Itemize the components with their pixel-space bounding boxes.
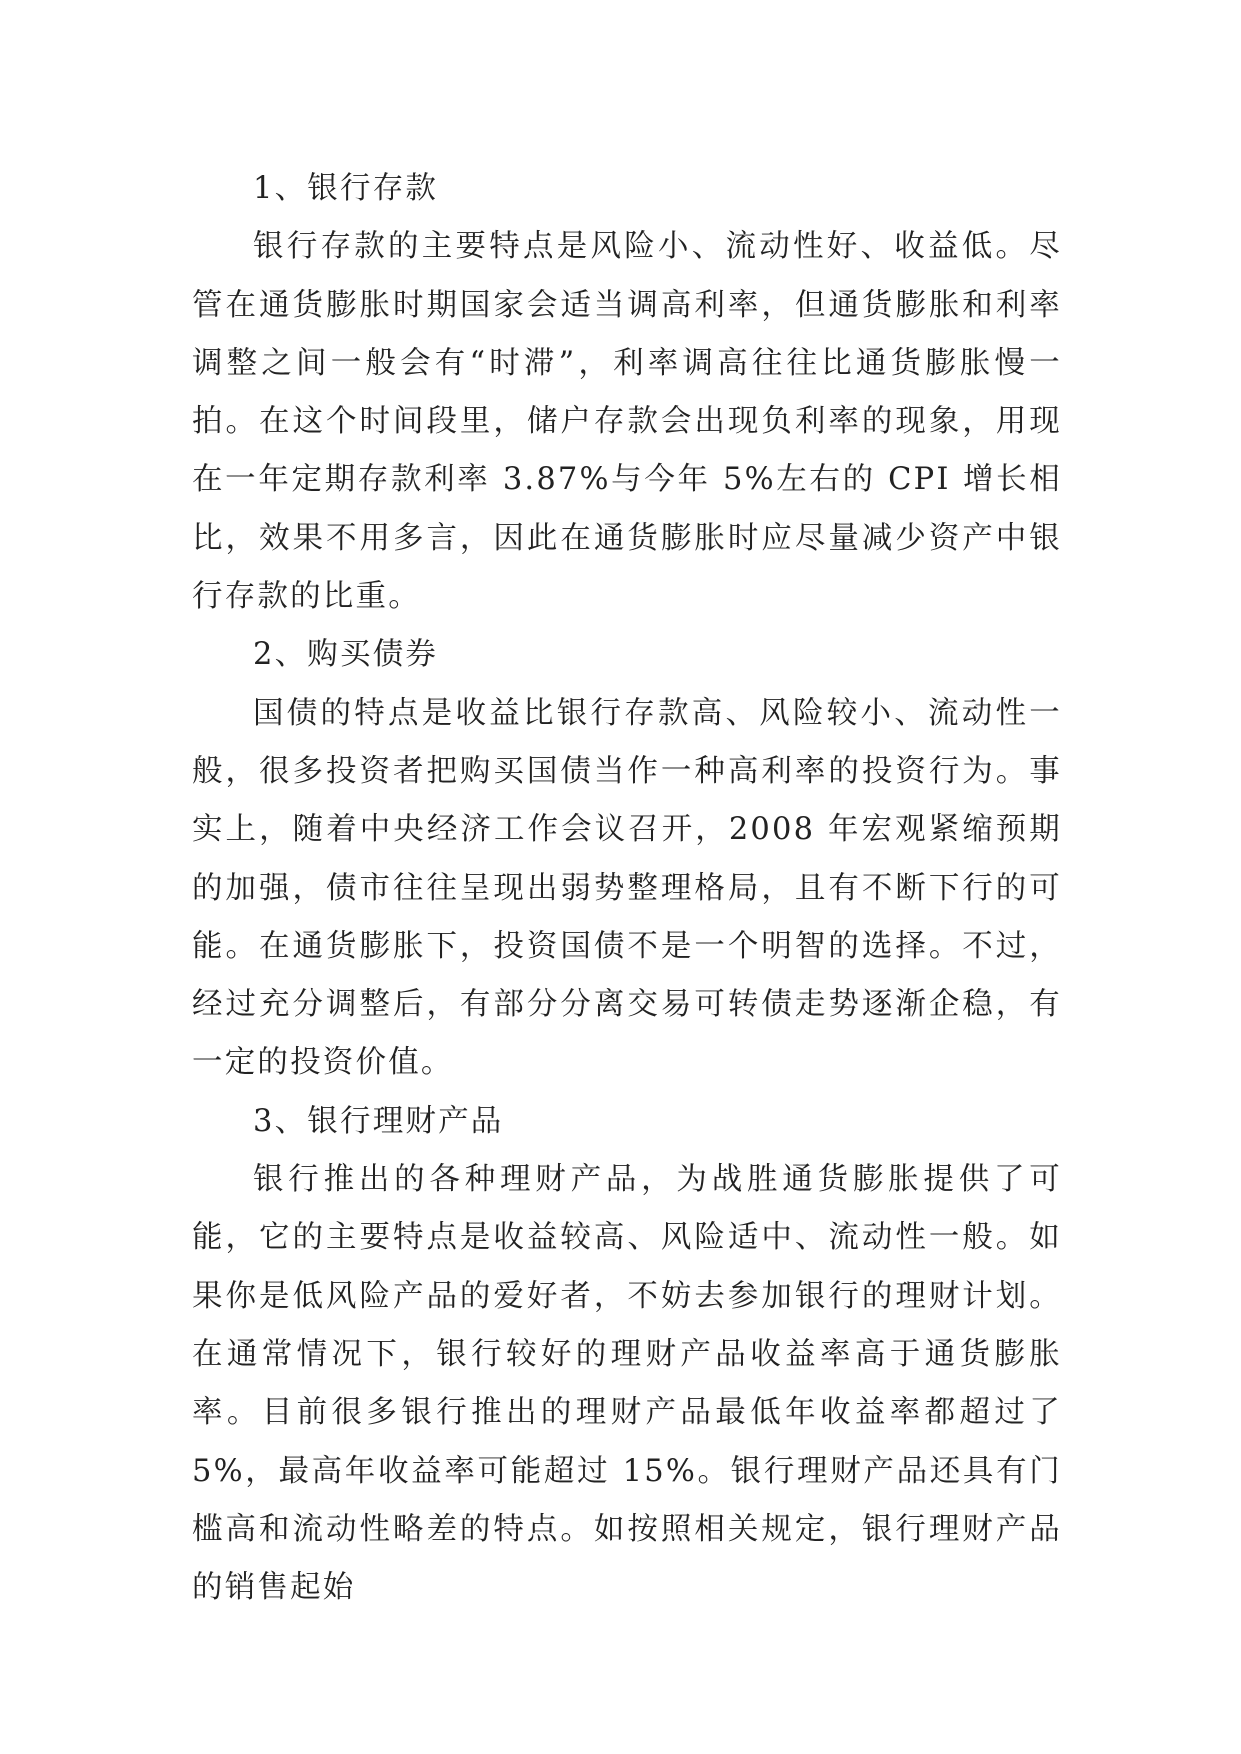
section-heading-bank-deposit: 1、银行存款 xyxy=(253,171,439,206)
section-paragraph-bank-deposit: 银行存款的主要特点是风险小、流动性好、收益低。尽管在通货膨胀时期国家会适当调高利率，但通货膨胀和利率调整之间一般会有“时滞”，利率调高往往比通货膨胀慢一拍。在这个时间段里，储户存款会出现负利率的现象，用现在一年定期存款利率 3.87%与今年 5%左右的 CPI 增长相比，效果不用多言，因此在通货膨胀时应尽量减少资产中银行存款的比重。 xyxy=(192,229,1062,615)
section-paragraph-buy-bonds: 国债的特点是收益比银行存款高、风险较小、流动性一般，很多投资者把购买国债当作一种高利率的投资行为。事实上，随着中央经济工作会议召开，2008 年宏观紧缩预期的加强，债市往往呈现出弱势整理格局，且有不断下行的可能。在通货膨胀下，投资国债不是一个明智的选择。不过，经过充分调整后，有部分分离交易可转债走势逐渐企稳，有一定的投资价值。 xyxy=(192,695,1062,1081)
section-heading-wealth-products: 3、银行理财产品 xyxy=(253,1103,504,1139)
section-paragraph-wealth-products: 银行推出的各种理财产品，为战胜通货膨胀提供了可能，它的主要特点是收益较高、风险适中、流动性一般。如果你是低风险产品的爱好者，不妨去参加银行的理财计划。在通常情况下，银行较好的理财产品收益率高于通货膨胀率。目前很多银行推出的理财产品最低年收益率都超过了 5%，最高年收益率可能超过 15%。银行理财产品还具有门槛高和流动性略差的特点。如按照相关规定，银行理财产品的销售起始 xyxy=(192,1162,1062,1606)
document-body xyxy=(192,160,1062,1617)
section-heading-buy-bonds: 2、购买债券 xyxy=(253,637,439,673)
